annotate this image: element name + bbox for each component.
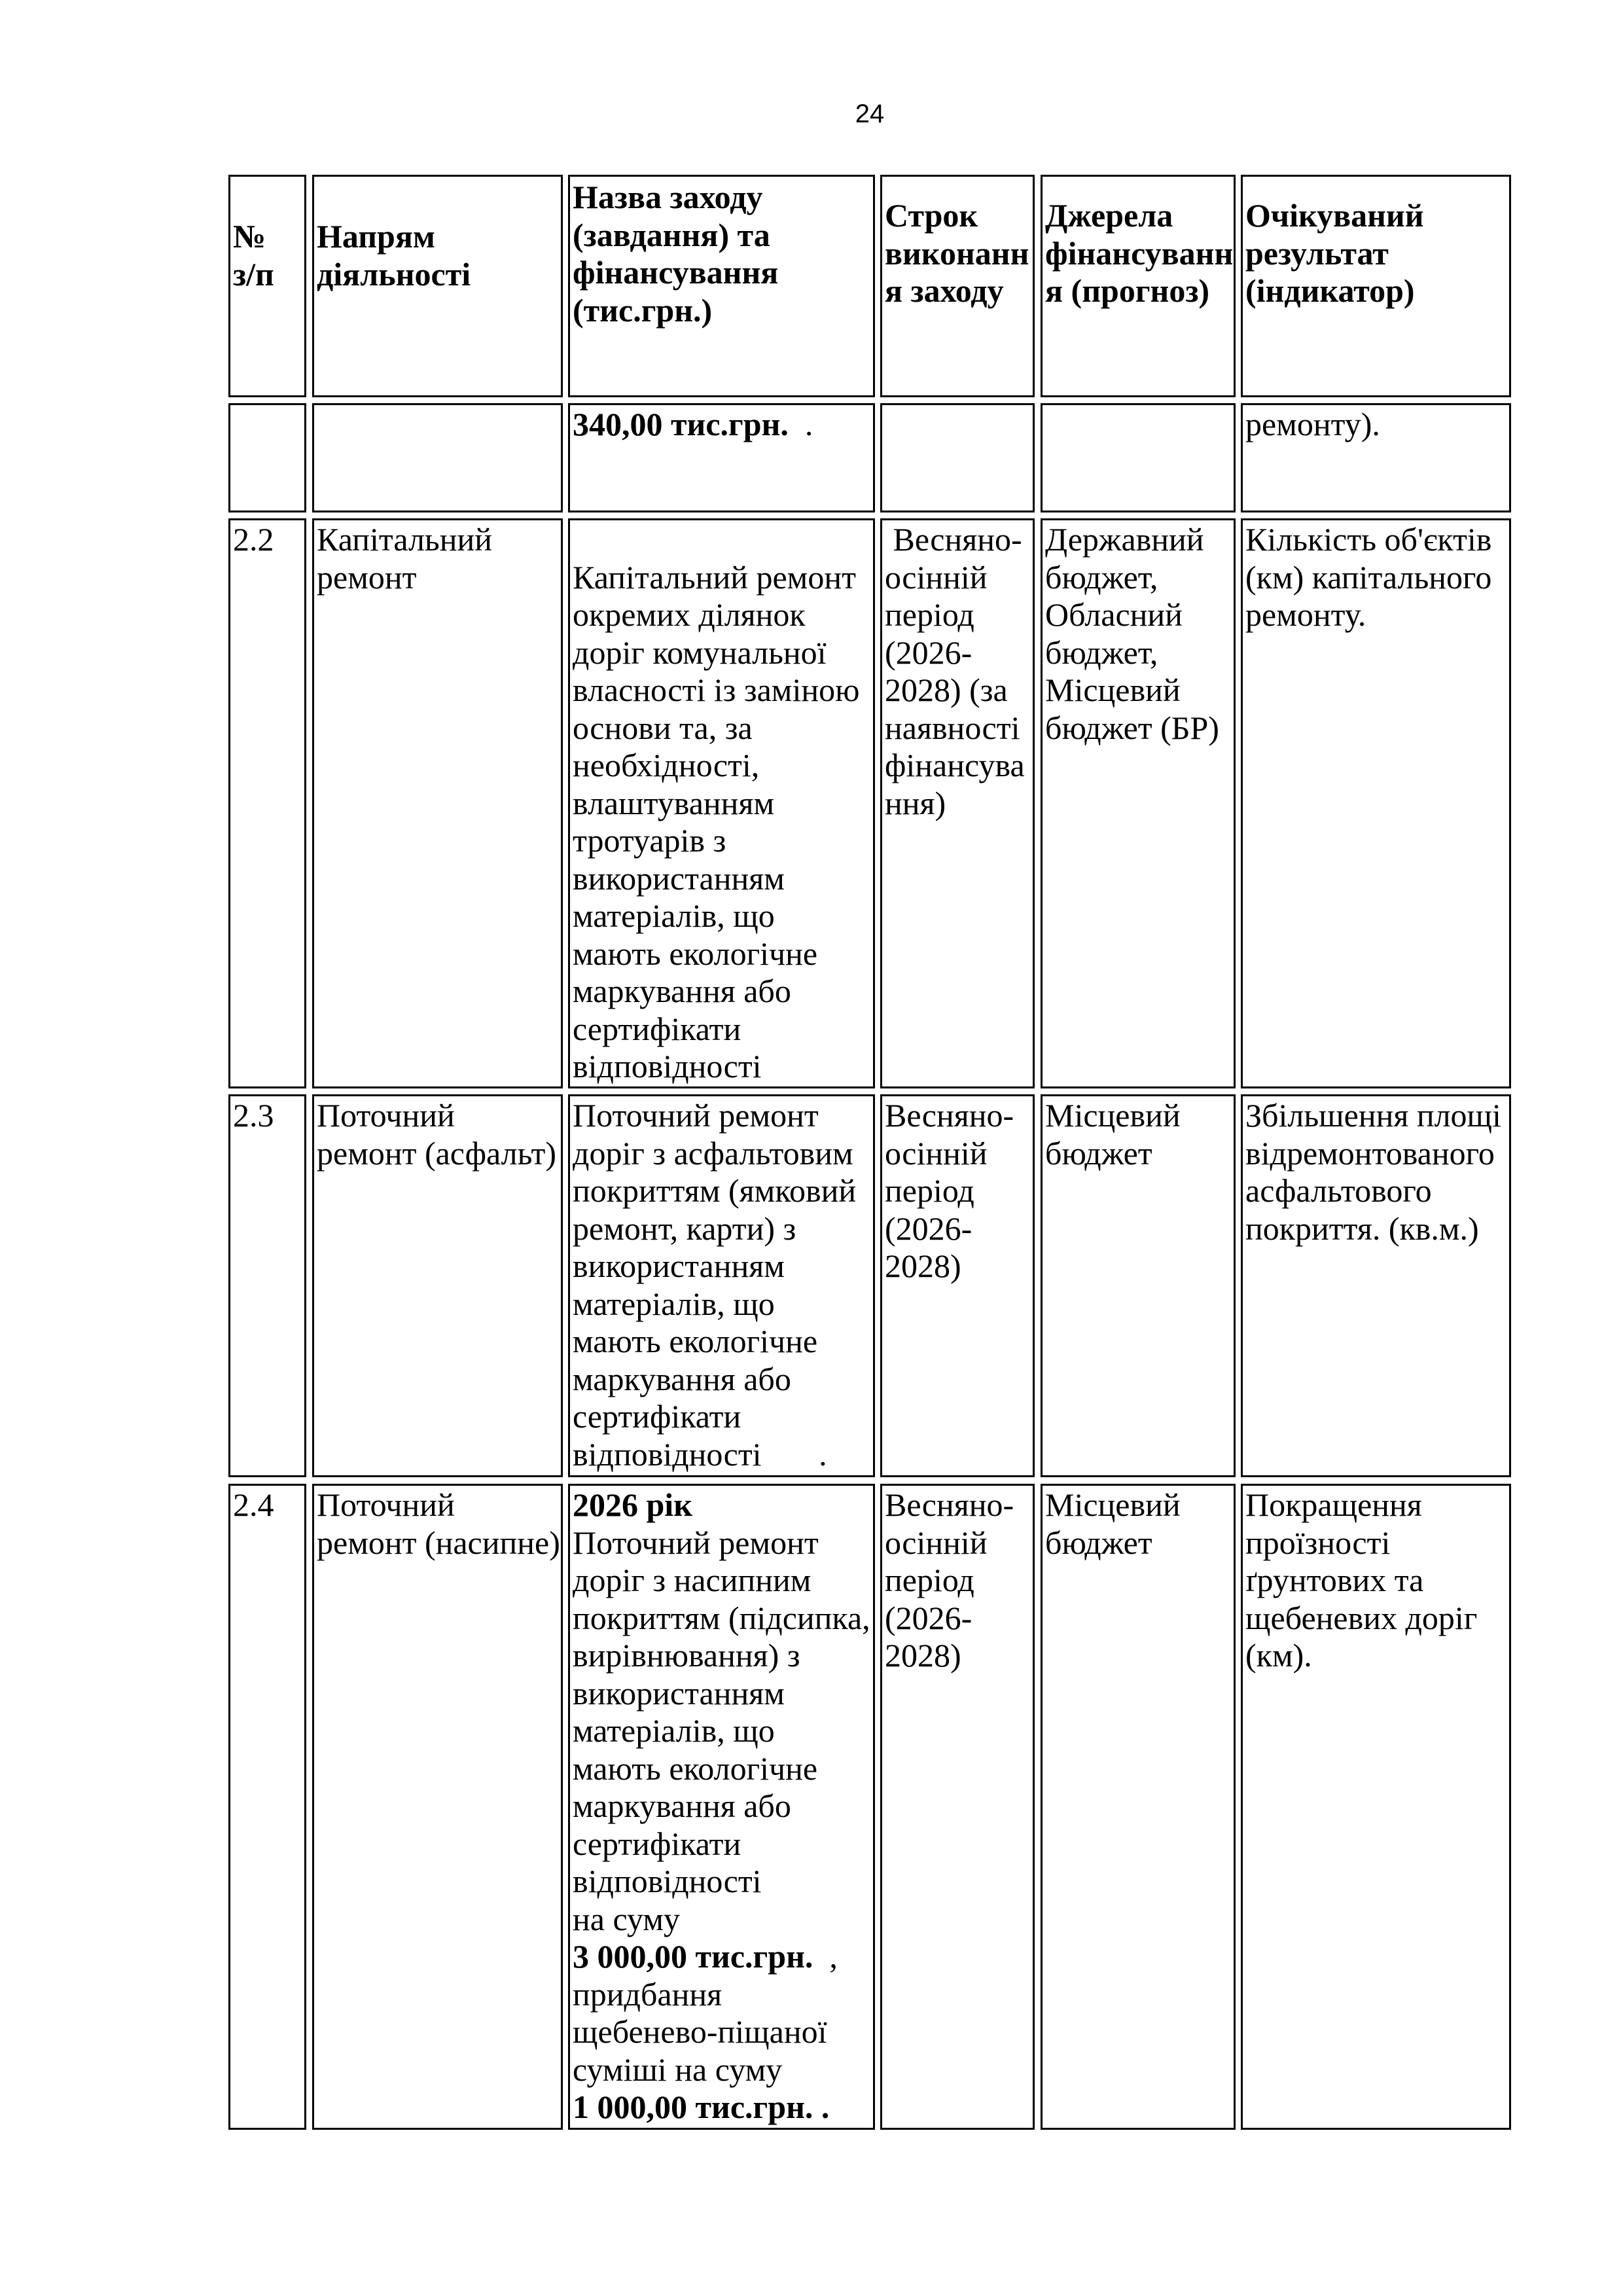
header-line: діяльності — [317, 255, 471, 293]
cell-line: використанням — [573, 1247, 785, 1284]
cell-direction — [312, 1484, 563, 2130]
cell-line: суміші на суму — [573, 2051, 783, 2088]
cell-line: (км) капітального — [1245, 558, 1492, 596]
cell-line: осінній — [885, 558, 988, 596]
cell-line: використанням — [573, 859, 785, 897]
header-line: (індикатор) — [1245, 272, 1415, 309]
header-line: Строк — [885, 197, 978, 234]
cell-line: Місцевий — [1045, 1097, 1181, 1134]
amount-text: 1 000,00 тис.грн. . — [573, 2089, 830, 2125]
cell-line: покриття. (кв.м.) — [1245, 1210, 1479, 1247]
cell-line: окремих ділянок — [573, 596, 806, 633]
cell-line: тротуарів з — [573, 822, 726, 859]
cell-line: проїзності — [1245, 1524, 1391, 1561]
cell-line — [573, 2089, 872, 2126]
cell-expected-result — [1241, 1094, 1511, 1477]
cell-line: бюджет (БР) — [1045, 709, 1219, 746]
cell-funding-source — [1041, 518, 1236, 1088]
cell-line: основи та, за — [573, 709, 753, 746]
cell-line: ремонт — [317, 558, 417, 596]
amount-text: 3 000,00 тис.грн. — [573, 1938, 813, 1975]
cell-line: Поточний — [317, 1486, 455, 1523]
punctuation-text: . — [788, 406, 813, 442]
cell-line: (2026- — [885, 1210, 972, 1247]
cell-number — [228, 1484, 306, 2130]
cell-line: доріг з асфальтовим — [573, 1134, 853, 1172]
header-line: (завдання) та — [573, 216, 770, 253]
cell-line: ремонт (насипне) — [317, 1524, 560, 1561]
header-line: результат — [1245, 234, 1389, 272]
cell-line: маркування або — [573, 1360, 791, 1397]
cell-line: Збільшення площі — [1245, 1097, 1501, 1134]
header-line: фінансуванн — [1045, 234, 1234, 272]
cell-line: ремонт (асфальт) — [317, 1134, 556, 1172]
cell-line: відремонтованого — [1245, 1134, 1495, 1172]
cell-line: на суму — [573, 1900, 680, 1937]
cell-term — [880, 1094, 1035, 1477]
cell-number — [228, 1094, 306, 1477]
cell-line: фінансува — [885, 747, 1025, 783]
cell-number — [228, 403, 306, 512]
cell-direction — [312, 1094, 563, 1477]
header-line: Очікуваний — [1245, 197, 1424, 234]
cell-line: 2.4 — [233, 1486, 274, 1523]
cell-line: маркування або — [573, 1787, 791, 1824]
cell-line: вирівнювання) з — [573, 1637, 800, 1674]
cell-line: Поточний ремонт — [573, 1524, 819, 1561]
amount-text: 2026 рік — [573, 1486, 693, 1523]
header-cell-expected-result — [1241, 175, 1511, 397]
cell-line: влаштуванням — [573, 784, 775, 821]
cell-line: бюджет — [1045, 1524, 1152, 1561]
cell-term — [880, 403, 1035, 512]
cell-line: відповідності — [573, 1863, 762, 1899]
cell-line: сертифікати — [573, 1398, 741, 1435]
cell-line: відповідності — [573, 1048, 762, 1085]
cell-line: мають екологічне — [573, 1749, 818, 1787]
cell-line: Кількість об'єктів — [1245, 521, 1492, 558]
cell-expected-result — [1241, 518, 1511, 1088]
cell-line: осінній — [885, 1134, 988, 1172]
cell-line: мають екологічне — [573, 1323, 818, 1359]
header-cell-funding-source — [1041, 175, 1236, 397]
cell-line: покриттям (ямковий — [573, 1172, 857, 1209]
cell-line: необхідності, — [573, 747, 760, 783]
cell-line: мають екологічне — [573, 935, 818, 972]
cell-line: ння) — [885, 784, 946, 821]
cell-line: наявності — [885, 709, 1020, 746]
cell-line: Обласний — [1045, 596, 1183, 633]
cell-line: власності із заміною — [573, 672, 860, 708]
punctuation-text: , — [813, 1938, 838, 1975]
cell-line: матеріалів, що — [573, 897, 775, 934]
cell-direction — [312, 518, 563, 1088]
cell-line: ремонту). — [1245, 406, 1380, 442]
cell-line: період — [885, 596, 974, 633]
cell-line: Місцевий — [1045, 672, 1181, 708]
cell-line: доріг комунальної — [573, 634, 827, 671]
header-cell-measure-and-funding — [568, 175, 875, 397]
cell-line: ґрунтових та — [1245, 1562, 1424, 1598]
header-line: (тис.грн.) — [573, 291, 713, 329]
header-line: Джерела — [1045, 197, 1173, 234]
cell-line: ремонту. — [1245, 596, 1366, 633]
cell-measure-and-funding — [568, 403, 875, 512]
cell-term — [880, 1484, 1035, 2130]
cell-line: придбання — [573, 1975, 722, 2013]
cell-line: Поточний — [317, 1097, 455, 1134]
cell-line: бюджет, — [1045, 634, 1158, 671]
cell-line: Поточний ремонт — [573, 1097, 819, 1134]
header-line: № — [233, 218, 266, 255]
cell-line: (2026- — [885, 1599, 972, 1636]
cell-line: Весняно- — [885, 1097, 1014, 1134]
cell-line: матеріалів, що — [573, 1285, 775, 1322]
cell-line: покриттям (підсипка, — [573, 1599, 870, 1636]
cell-line: сертифікати — [573, 1825, 741, 1862]
header-line: з/п — [233, 255, 274, 293]
cell-funding-source — [1041, 403, 1236, 512]
cell-line: матеріалів, що — [573, 1712, 775, 1749]
cell-line — [573, 1938, 872, 1976]
cell-line: Покращення — [1245, 1486, 1422, 1523]
cell-line — [573, 1486, 872, 1524]
cell-line: асфальтового — [1245, 1172, 1432, 1209]
cell-line: доріг з насипним — [573, 1562, 812, 1598]
cell-line: Державний — [1045, 521, 1204, 558]
cell-direction — [312, 403, 563, 512]
cell-funding-source — [1041, 1484, 1236, 2130]
header-cell-number — [228, 175, 306, 397]
cell-line: бюджет — [1045, 1134, 1152, 1172]
cell-expected-result — [1241, 403, 1511, 512]
header-line: виконанн — [885, 234, 1029, 272]
cell-line: період — [885, 1172, 974, 1209]
header-line: я (прогноз) — [1045, 272, 1210, 309]
cell-line: 2.3 — [233, 1097, 274, 1134]
cell-line: маркування або — [573, 973, 791, 1009]
cell-line: Місцевий — [1045, 1486, 1181, 1523]
header-cell-direction — [312, 175, 563, 397]
cell-line: щебенево-піщаної — [573, 2013, 827, 2050]
cell-line: відповідності . — [573, 1435, 827, 1473]
cell-line — [573, 406, 872, 444]
cell-line: 2028) — [885, 1637, 961, 1674]
cell-number — [228, 518, 306, 1088]
cell-term — [880, 518, 1035, 1088]
amount-text: 340,00 тис.грн. — [573, 406, 789, 442]
header-line: Напрям — [317, 218, 435, 255]
header-line: Назва заходу — [573, 179, 763, 215]
cell-line: 2028) (за — [885, 672, 1008, 708]
page-number: 24 — [855, 99, 885, 128]
cell-expected-result — [1241, 1484, 1511, 2130]
cell-funding-source — [1041, 1094, 1236, 1477]
cell-line: ремонт, карти) з — [573, 1210, 796, 1247]
cell-line: використанням — [573, 1674, 785, 1712]
cell-line: Капітальний ремонт — [573, 558, 856, 596]
cell-line: період — [885, 1562, 974, 1598]
cell-line: щебеневих доріг — [1245, 1599, 1478, 1636]
header-line: фінансування — [573, 254, 779, 291]
header-line: я заходу — [885, 272, 1004, 309]
cell-measure-and-funding — [568, 1094, 875, 1477]
cell-line: бюджет, — [1045, 558, 1158, 596]
cell-line: (2026- — [885, 634, 972, 671]
cell-line: Весняно- — [885, 1486, 1014, 1523]
cell-line — [573, 521, 872, 559]
cell-line: Капітальний — [317, 521, 492, 558]
cell-line: сертифікати — [573, 1010, 741, 1047]
cell-line: 2028) — [885, 1247, 961, 1284]
cell-measure-and-funding — [568, 1484, 875, 2130]
cell-line: (км). — [1245, 1637, 1312, 1674]
cell-line: Весняно- — [885, 521, 1022, 558]
cell-line: 2.2 — [233, 521, 274, 558]
cell-measure-and-funding — [568, 518, 875, 1088]
cell-line: осінній — [885, 1524, 988, 1561]
header-cell-term — [880, 175, 1035, 397]
